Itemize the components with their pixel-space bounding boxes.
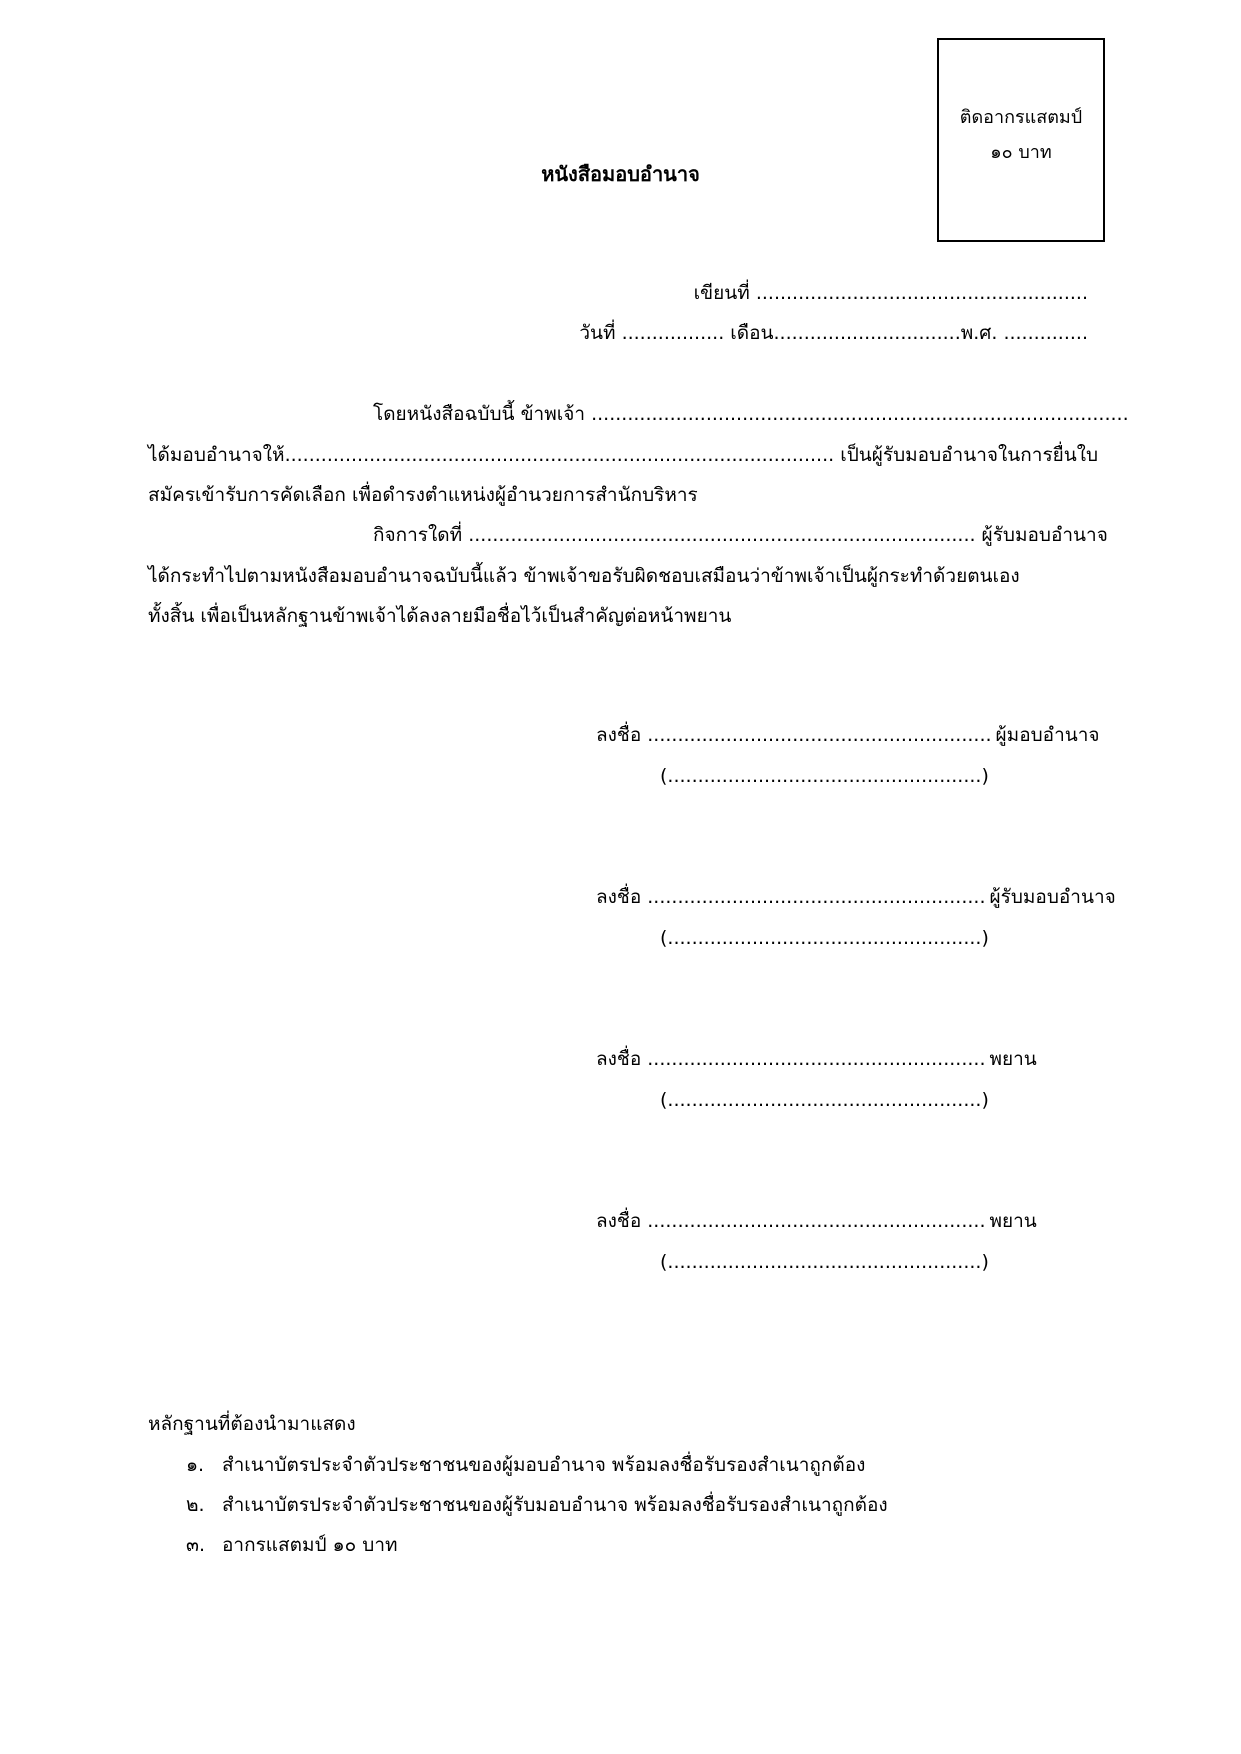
- body-line-6: ทั้งสิ้น เพื่อเป็นหลักฐานข้าพเจ้าได้ลงลายมือชื่อไว้เป็นสำคัญต่อหน้าพยาน: [148, 605, 732, 627]
- list-item: [186, 1491, 888, 1519]
- written-at-line: เขียนที่ .......................................................: [693, 282, 1088, 304]
- stamp-box: [937, 38, 1105, 242]
- body-line-1: โดยหนังสือฉบับนี้ ข้าพเจ้า .........................................................................................: [373, 403, 1129, 425]
- signature-role: พยาน: [989, 1210, 1037, 1232]
- stamp-amount: ๑๐ บาท: [990, 142, 1052, 163]
- document-title: หนังสือมอบอำนาจ: [541, 162, 700, 186]
- printed-name-grantee: (....................................................): [660, 927, 989, 949]
- list-item-text: สำเนาบัตรประจำตัวประชาชนของผู้มอบอำนาจ พร้อมลงชื่อรับรองสำเนาถูกต้อง: [222, 1454, 866, 1476]
- list-item-text: อากรแสตมป์ ๑๐ บาท: [222, 1534, 398, 1556]
- body-line-2: ได้มอบอำนาจให้........................................................................................... เป็นผู้รับมอบอำนาจในการยื่นใบ: [148, 444, 1099, 466]
- list-item-number: ๒.: [186, 1494, 205, 1516]
- printed-name-witness-2: (....................................................): [660, 1251, 989, 1273]
- body-line-3: สมัครเข้ารับการคัดเลือก เพื่อดำรงตำแหน่งผู้อำนวยการสำนักบริหาร: [148, 484, 698, 506]
- printed-name-grantor: (....................................................): [660, 765, 989, 787]
- list-item: [186, 1531, 398, 1559]
- signature-dots: ลงชื่อ ........................................................: [596, 1048, 986, 1070]
- stamp-label: ติดอากรแสตมป์: [959, 107, 1083, 128]
- list-item: [186, 1451, 865, 1479]
- signature-line-grantee: [596, 883, 1116, 911]
- signature-role: ผู้รับมอบอำนาจ: [989, 886, 1116, 908]
- evidence-heading: หลักฐานที่ต้องนำมาแสดง: [148, 1413, 356, 1435]
- signature-line-witness-1: [596, 1045, 1037, 1073]
- date-line: วันที่ ................. เดือน...............................พ.ศ. ..............: [579, 322, 1088, 344]
- signature-dots: ลงชื่อ ........................................................: [596, 1210, 986, 1232]
- list-item-number: ๑.: [186, 1454, 205, 1476]
- printed-name-witness-1: (....................................................): [660, 1089, 989, 1111]
- signature-dots: ลงชื่อ ........................................................: [596, 886, 986, 908]
- body-line-4: กิจการใดที่ .................................................................................... ผู้รับมอบอำนาจ: [373, 524, 1108, 546]
- signature-dots: ลงชื่อ .........................................................: [596, 724, 992, 746]
- signature-line-witness-2: [596, 1207, 1037, 1235]
- signature-role: พยาน: [989, 1048, 1037, 1070]
- list-item-number: ๓.: [186, 1534, 206, 1556]
- signature-role: ผู้มอบอำนาจ: [995, 724, 1100, 746]
- signature-line-grantor: [596, 721, 1100, 749]
- body-line-5: ได้กระทำไปตามหนังสือมอบอำนาจฉบับนี้แล้ว ข้าพเจ้าขอรับผิดชอบเสมือนว่าข้าพเจ้าเป็นผู้กระทำด้วยตนเอง: [148, 565, 1020, 587]
- list-item-text: สำเนาบัตรประจำตัวประชาชนของผู้รับมอบอำนาจ พร้อมลงชื่อรับรองสำเนาถูกต้อง: [222, 1494, 888, 1516]
